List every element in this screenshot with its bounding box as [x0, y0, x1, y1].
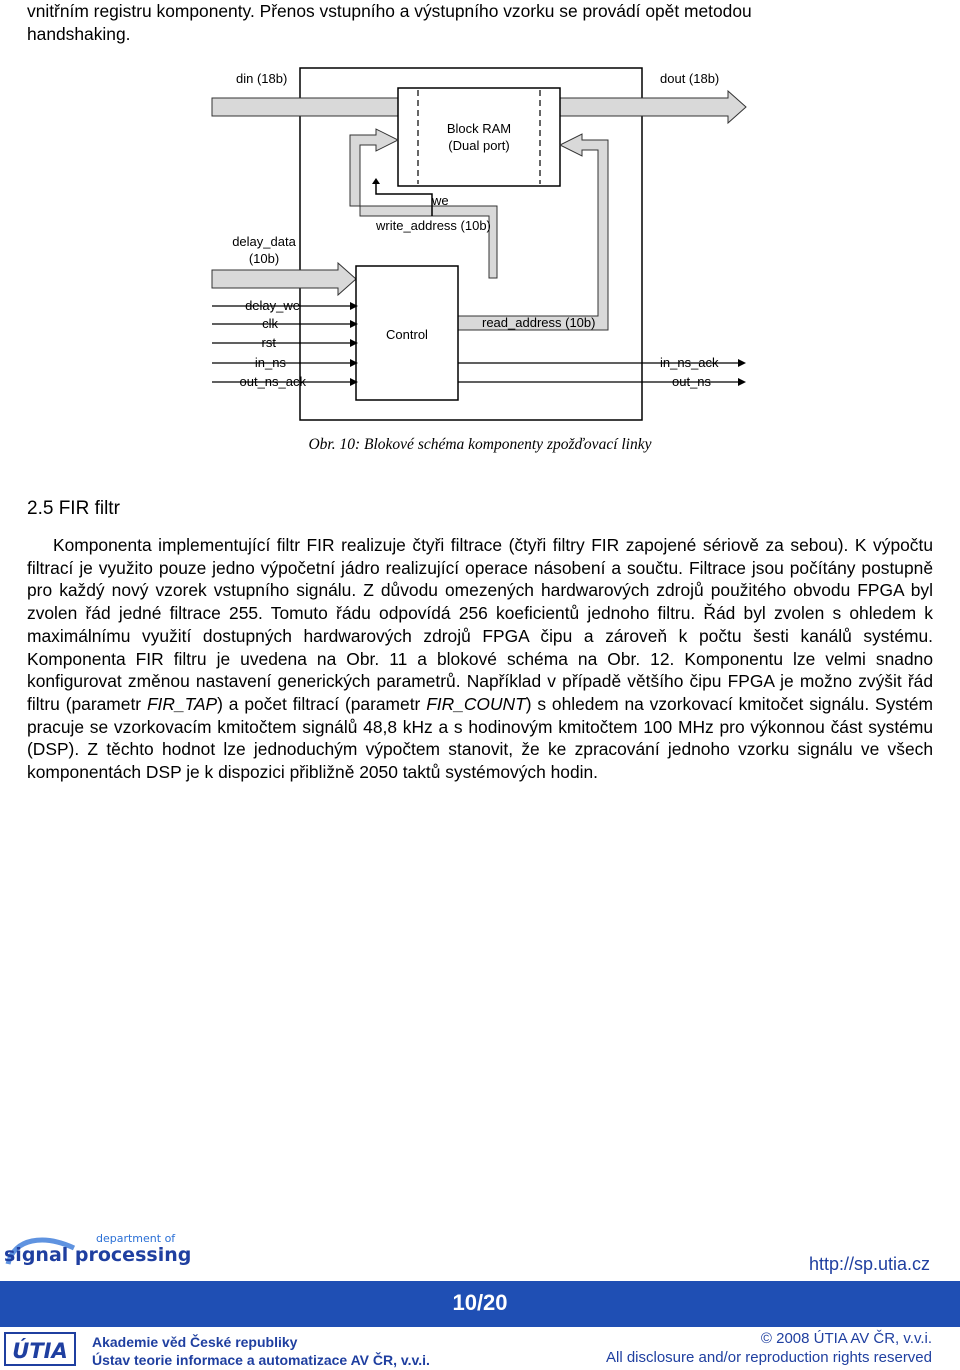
signal-in-ns: in_ns — [254, 355, 286, 370]
delay-data-label-1: delay_data — [232, 234, 296, 249]
signal-processing-logo — [4, 1230, 204, 1272]
block-ram-label-1: Block RAM — [446, 121, 512, 136]
block-ram-box — [398, 88, 560, 186]
signal-rst: rst — [261, 335, 276, 350]
block-ram-label-2: (Dual port) — [448, 138, 510, 153]
logo-big-text: signal processing — [4, 1244, 192, 1266]
control-label: Control — [386, 327, 428, 342]
academy-line-1: Akademie věd České republiky — [92, 1334, 298, 1350]
paragraph-part-3: ) s ohledem na vzorkovací kmitočet signálu. Systém pracuje se vzorkovacím kmitočtem signálů 48,8 kHz a s hodinovým kmitočtem 100 MHz pro výkonnou část systému (DSP). Z těchto hodnot lze jednoduchým výpočtem stanovit, že ke zpracování jednoho vzorku signálu ve všech komponentách DSP je k dispozici přibližně 2050 taktů systémových hodin. — [27, 693, 933, 783]
write-address-label: write_address (10b) — [376, 218, 491, 233]
param-fir-count: FIR_COUNT — [426, 693, 526, 714]
copyright-line-1: © 2008 ÚTIA AV ČR, v.v.i. — [760, 1330, 932, 1347]
copyright-block — [606, 1329, 932, 1367]
copyright-line-2: All disclosure and/or reproduction rights reserved — [606, 1349, 932, 1366]
utia-logo-text: ÚTIA — [12, 1339, 68, 1363]
param-fir-tap: FIR_TAP — [146, 693, 218, 714]
page-number: 10/20 — [452, 1290, 508, 1315]
website-url[interactable]: http://sp.utia.cz — [808, 1254, 930, 1274]
section-heading: 2.5 FIR filtr — [27, 498, 120, 519]
we-label: we — [432, 193, 449, 208]
academy-block — [92, 1333, 430, 1369]
dout-label: dout (18b) — [660, 71, 720, 86]
paragraph-part-2: ) a počet filtrací (parametr — [217, 693, 427, 714]
logo-small-text: department of — [96, 1232, 176, 1245]
academy-line-2: Ústav teorie informace a automatizace AV ČR, v.v.i. — [92, 1352, 430, 1368]
section-paragraph — [27, 534, 933, 784]
intro-line-1: vnitřním registru komponenty. Přenos vstupního a výstupního vzorku se provádí opět metodou — [27, 1, 752, 21]
signal-out-ns: out_ns — [672, 374, 712, 389]
delay-line-block-diagram — [0, 0, 960, 430]
din-label: din (18b) — [236, 71, 288, 86]
utia-logo — [4, 1332, 76, 1366]
intro-line-2: handshaking. — [27, 23, 131, 44]
signal-in-ns-ack: in_ns_ack — [660, 355, 719, 370]
signal-out-ns-ack: out_ns_ack — [239, 374, 306, 389]
read-address-label: read_address (10b) — [482, 315, 596, 330]
signal-delay-we: delay_we — [245, 298, 300, 313]
figure-caption: Obr. 10: Blokové schéma komponenty zpožďovací linky — [308, 436, 652, 453]
signal-clk: clk — [262, 316, 278, 331]
paragraph-part-1: Komponenta implementující filtr FIR realizuje čtyři filtrace (čtyři filtry FIR zapojené sériově za sebou). K výpočtu filtrací je využito pouze jedno výpočetní jádro realizující operace násobení a součtu. Filtrace jsou počítány postupně pro každý nový vzorek vstupního signálu. Z důvodu omezených hardwarových zdrojů použitého obvodu FPGA byl zvolen řád jedné filtrace 255. Tomuto řádu odpovídá 256 koeficientů jednoho filtru. Řád byl zvolen s ohledem k maximálnímu využití dostupných hardwarových zdrojů FPGA čipu a zároveň k počtu šesti kanálů systému. Komponenta FIR filtru je uvedena na Obr. 11 a blokové schéma na Obr. 12. Komponentu lze velmi snadno konfigurovat změnou nastavení generických parametrů. Například v případě většího čipu FPGA je možno zvýšit řád filtru (parametr — [27, 535, 933, 714]
delay-data-label-2: (10b) — [248, 251, 280, 266]
